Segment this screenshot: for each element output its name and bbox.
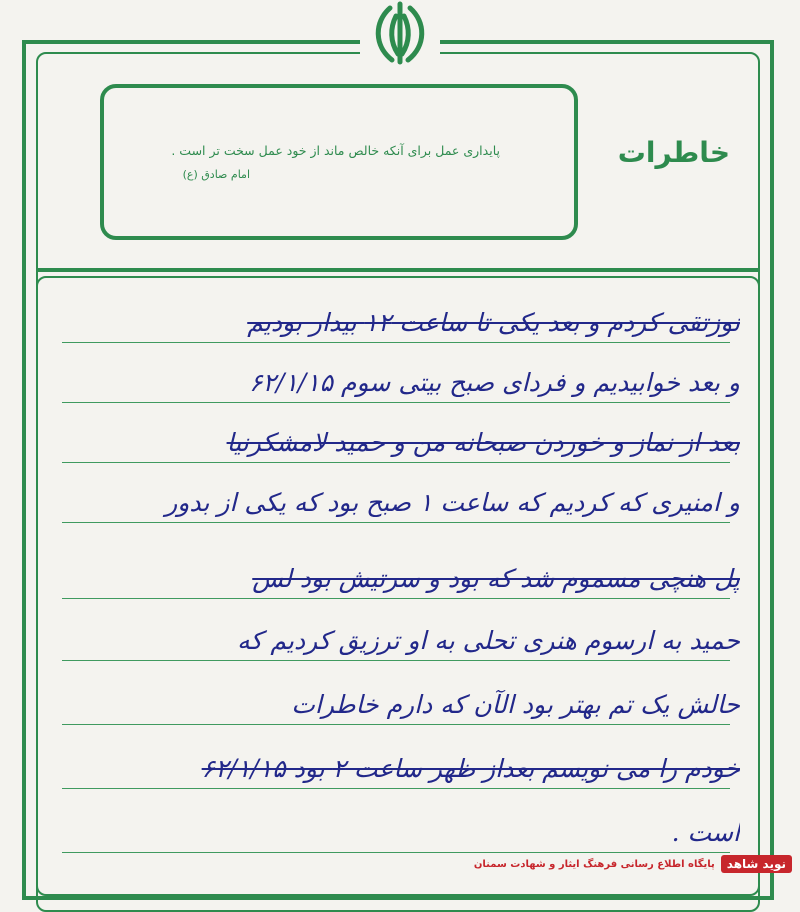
ruled-line [62, 342, 730, 343]
watermark-logo: نوید شاهد [721, 855, 792, 873]
page-title: خاطرات [617, 136, 730, 169]
handwritten-line: و بعد خوابیدیم و فردای صبح بیتی سوم ۶۲/۱/۱۵ [249, 368, 740, 397]
ruled-line [62, 598, 730, 599]
handwritten-line: و امنیری که کردیم که ساعت ۱ صبح بود که یکی از بدور [165, 488, 740, 517]
handwritten-line: حمید به ارسوم هنری تحلی به او ترزیق کردیم که [237, 626, 740, 655]
ruled-line [62, 724, 730, 725]
handwritten-line: پل هنچی مسموم شد که بود و سرتیش بود لس [252, 564, 740, 593]
ruled-line [62, 522, 730, 523]
header-divider [36, 268, 760, 272]
handwritten-line: بعد از نماز و خوردن صبحانه من و حمید لامشکرنیا [226, 428, 740, 457]
handwritten-line: خودم را می نویسم بعداز ظهر ساعت ۲ بود ۶۲/۱/۱۵ [201, 754, 740, 783]
handwritten-line: نوزتقی کردم و بعد یکی تا ساعت ۱۲ بیدار بودیم [247, 308, 740, 337]
watermark-text: پایگاه اطلاع رسانی فرهنگ ایثار و شهادت سمنان [473, 858, 715, 870]
quote-text: پایداری عمل برای آنکه خالص ماند از خود عمل سخت تر است . [171, 143, 500, 158]
watermark [474, 851, 792, 877]
ruled-line [62, 462, 730, 463]
ruled-line [62, 788, 730, 789]
iran-emblem-icon [360, 0, 440, 68]
handwritten-line: حالش یک تم بهتر بود الآن که دارم خاطرات [291, 690, 740, 719]
handwritten-line: است . [671, 818, 740, 847]
ruled-line [62, 402, 730, 403]
ruled-line [62, 660, 730, 661]
quote-attribution: امام صادق (ع) [182, 168, 250, 181]
